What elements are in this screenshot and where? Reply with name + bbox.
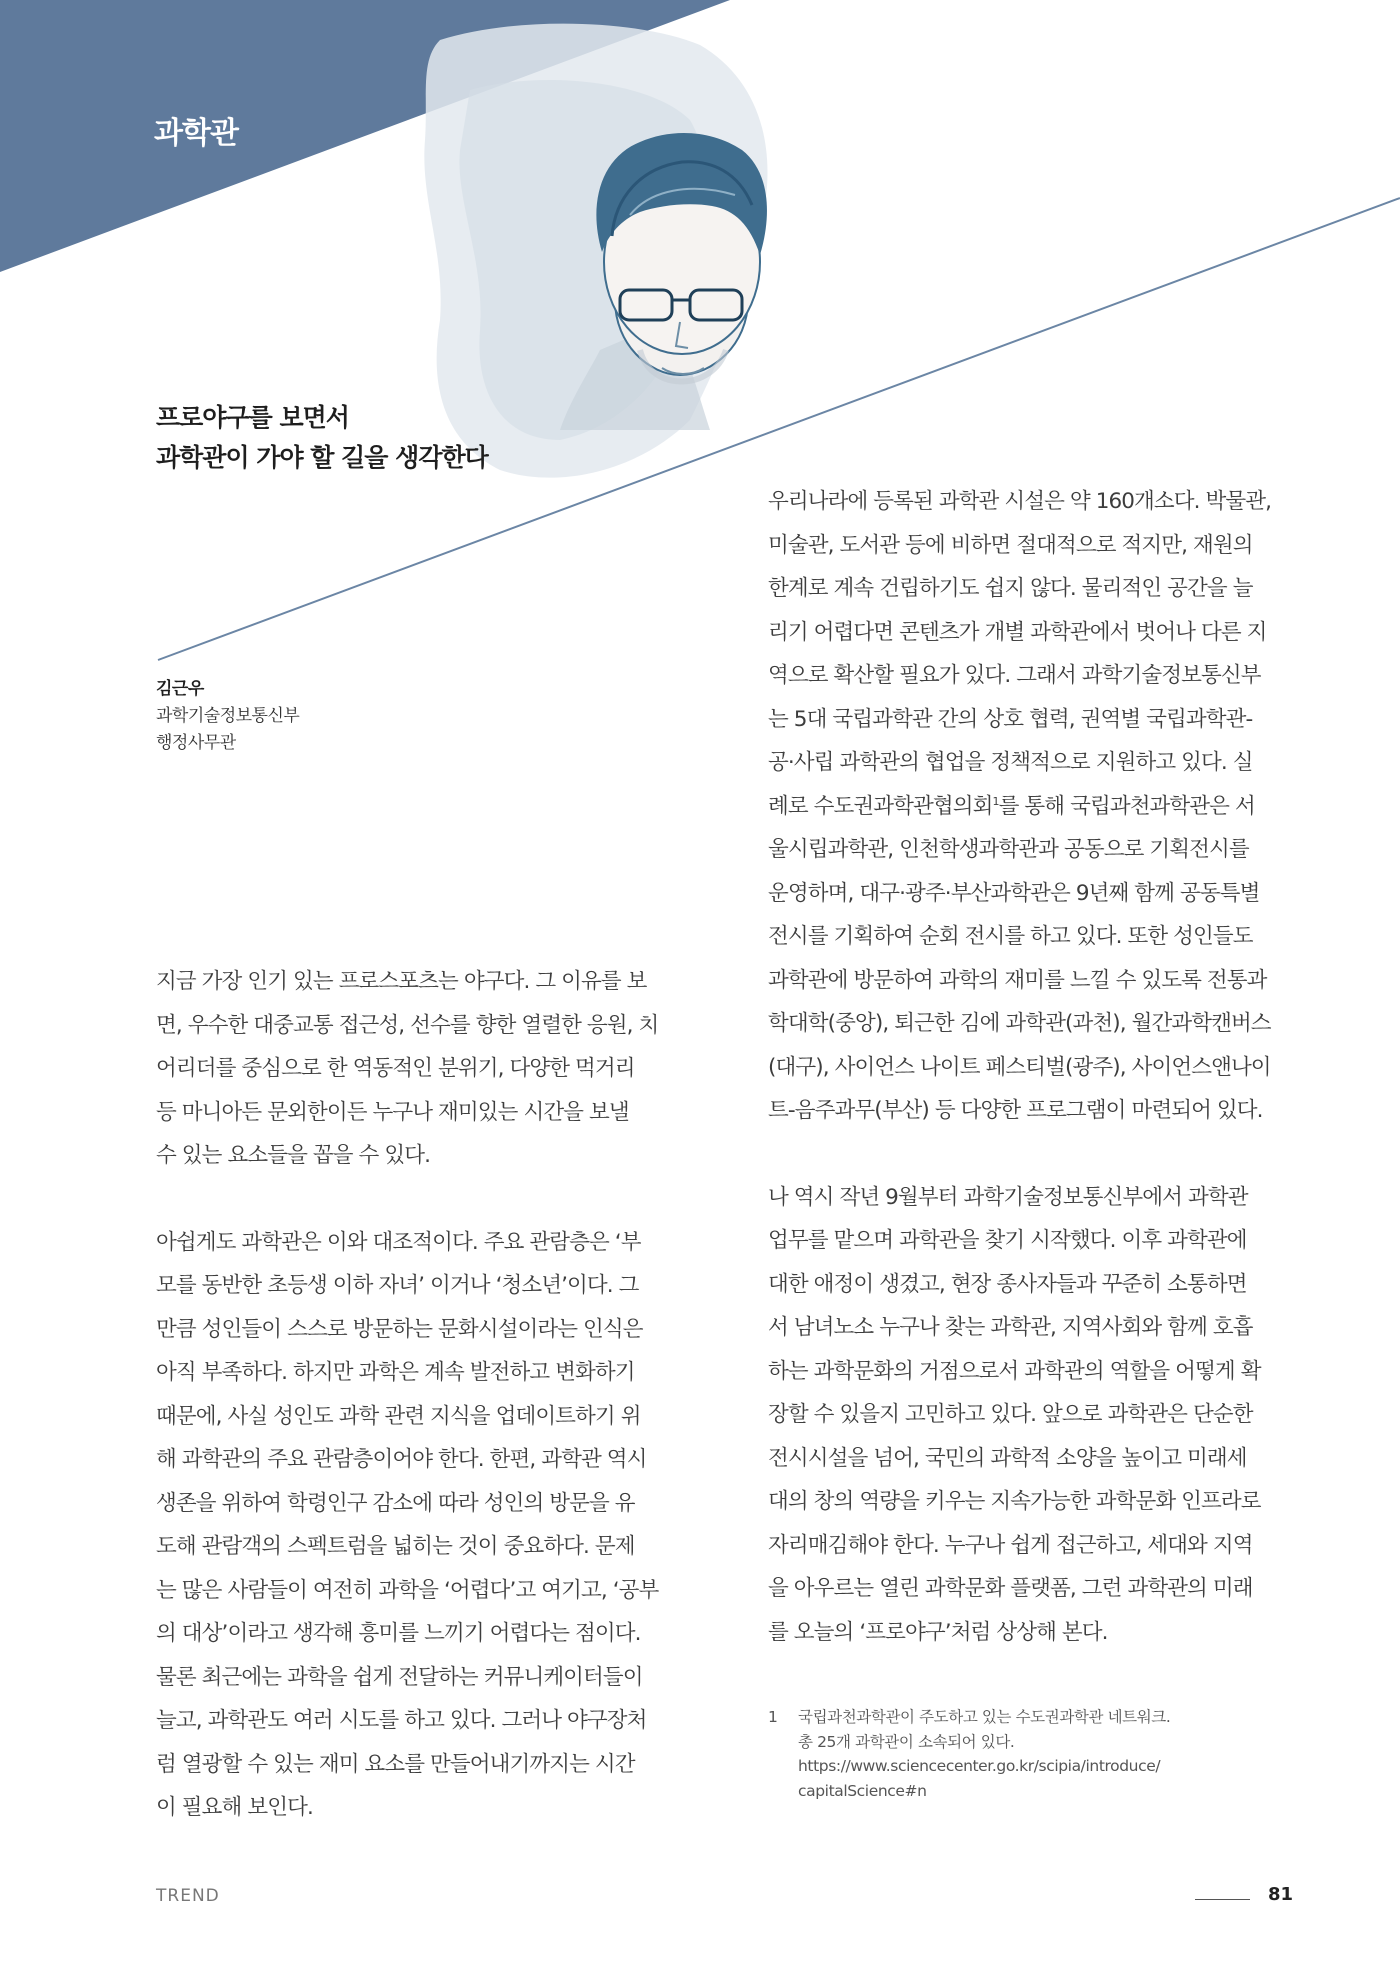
body-line: 을 아우르는 열린 과학문화 플랫폼, 그런 과학관의 미래 bbox=[768, 1576, 1253, 1601]
body-line: 전시를 기획하여 순회 전시를 하고 있다. 또한 성인들도 bbox=[768, 924, 1253, 949]
article-title bbox=[156, 398, 488, 478]
title-line: 과학관이 가야 할 길을 생각한다 bbox=[156, 443, 488, 472]
body-line: 도해 관람객의 스펙트럼을 넓히는 것이 중요하다. 문제 bbox=[156, 1534, 635, 1559]
body-line: 업무를 맡으며 과학관을 찾기 시작했다. 이후 과학관에 bbox=[768, 1228, 1247, 1253]
body-text: 례로 수도권과학관협의회 bbox=[768, 793, 993, 819]
body-line: 는 많은 사람들이 여전히 과학을 ‘어렵다’고 여기고, ‘공부 bbox=[156, 1577, 659, 1603]
body-line: 나 역시 작년 9월부터 과학기술정보통신부에서 과학관 bbox=[768, 1184, 1248, 1210]
body-line: 지금 가장 인기 있는 프로스포츠는 야구다. 그 이유를 보 bbox=[156, 969, 647, 994]
body-line: 물론 최근에는 과학을 쉽게 전달하는 커뮤니케이터들이 bbox=[156, 1664, 643, 1690]
body-text: 를 통해 국립과천과학관은 서 bbox=[998, 793, 1255, 819]
body-line: 과학관에 방문하여 과학의 재미를 느낄 수 있도록 전통과 bbox=[768, 967, 1267, 993]
footnote-link[interactable]: capitalScience#n bbox=[798, 1781, 927, 1800]
body-line: 한계로 계속 건립하기도 쉽지 않다. 물리적인 공간을 늘 bbox=[768, 576, 1253, 601]
footer-section-label: TREND bbox=[156, 1886, 220, 1906]
body-line: 울시립과학관, 인천학생과학관과 공동으로 기획전시를 bbox=[768, 837, 1249, 862]
author-name: 김근우 bbox=[156, 679, 204, 699]
body-line: 하는 과학문화의 거점으로서 과학관의 역할을 어떻게 확 bbox=[768, 1358, 1261, 1384]
footnote-body bbox=[798, 1705, 1288, 1803]
body-paragraph bbox=[156, 1221, 696, 1830]
footer-rule bbox=[1195, 1899, 1250, 1900]
body-paragraph bbox=[768, 480, 1308, 1133]
body-line: 어리더를 중심으로 한 역동적인 분위기, 다양한 먹거리 bbox=[156, 1056, 635, 1081]
title-line: 프로야구를 보면서 bbox=[156, 403, 349, 432]
body-line: 우리나라에 등록된 과학관 시설은 약 160개소다. 박물관, bbox=[768, 489, 1272, 514]
body-line: 아직 부족하다. 하지만 과학은 계속 발전하고 변화하기 bbox=[156, 1360, 635, 1385]
author-byline bbox=[156, 676, 299, 757]
body-line: 만큼 성인들이 스스로 방문하는 문화시설이라는 인식은 bbox=[156, 1316, 643, 1342]
section-label: 과학관 bbox=[154, 116, 238, 151]
footnote-number: 1 bbox=[768, 1708, 778, 1726]
body-line-with-reference bbox=[768, 785, 1308, 829]
body-line: 역으로 확산할 필요가 있다. 그래서 과학기술정보통신부 bbox=[768, 663, 1261, 688]
body-line: 의 대상’이라고 생각해 흥미를 느끼기 어렵다는 점이다. bbox=[156, 1621, 641, 1646]
body-line: 대한 애정이 생겼고, 현장 종사자들과 꾸준히 소통하면 bbox=[768, 1271, 1247, 1297]
body-line: 서 남녀노소 누구나 찾는 과학관, 지역사회와 함께 호흡 bbox=[768, 1315, 1253, 1340]
body-line: 아쉽게도 과학관은 이와 대조적이다. 주요 관람층은 ‘부 bbox=[156, 1229, 641, 1255]
body-paragraph bbox=[156, 960, 696, 1178]
body-line: 등 마니아든 문외한이든 누구나 재미있는 시간을 보낼 bbox=[156, 1099, 629, 1125]
body-line: 리기 어렵다면 콘텐츠가 개별 과학관에서 벗어나 다른 지 bbox=[768, 619, 1267, 645]
author-department: 과학기술정보통신부 bbox=[156, 706, 300, 726]
body-line: 이 필요해 보인다. bbox=[156, 1795, 313, 1820]
body-column-right bbox=[768, 480, 1308, 1654]
author-position: 행정사무관 bbox=[156, 733, 236, 753]
body-column-left bbox=[156, 960, 696, 1830]
body-line: (대구), 사이언스 나이트 페스티벌(광주), 사이언스앤나이 bbox=[768, 1054, 1271, 1080]
body-line: 자리매김해야 한다. 누구나 쉽게 접근하고, 세대와 지역 bbox=[768, 1532, 1253, 1558]
body-line: 때문에, 사실 성인도 과학 관련 지식을 업데이트하기 위 bbox=[156, 1403, 641, 1429]
footnote-link[interactable]: https://www.sciencecenter.go.kr/scipia/introduce/ bbox=[798, 1757, 1161, 1775]
body-line: 는 5대 국립과학관 간의 상호 협력, 권역별 국립과학관- bbox=[768, 706, 1253, 732]
body-line: 학대학(중앙), 퇴근한 김에 과학관(과천), 월간과학캔버스 bbox=[768, 1011, 1271, 1036]
body-line: 트-음주과무(부산) 등 다양한 프로그램이 마련되어 있다. bbox=[768, 1098, 1263, 1123]
footnote-line: 총 25개 과학관이 소속되어 있다. bbox=[798, 1732, 1015, 1751]
body-line: 해 과학관의 주요 관람층이어야 한다. 한편, 과학관 역시 bbox=[156, 1447, 647, 1472]
body-line: 미술관, 도서관 등에 비하면 절대적으로 적지만, 재원의 bbox=[768, 532, 1253, 558]
body-line: 대의 창의 역량을 키우는 지속가능한 과학문화 인프라로 bbox=[768, 1489, 1261, 1514]
body-line: 장할 수 있을지 고민하고 있다. 앞으로 과학관은 단순한 bbox=[768, 1402, 1253, 1427]
body-line: 전시시설을 넘어, 국민의 과학적 소양을 높이고 미래세 bbox=[768, 1445, 1247, 1471]
body-line: 면, 우수한 대중교통 접근성, 선수를 향한 열렬한 응원, 치 bbox=[156, 1012, 659, 1038]
body-line: 공·사립 과학관의 협업을 정책적으로 지원하고 있다. 실 bbox=[768, 750, 1253, 775]
body-line: 럼 열광할 수 있는 재미 요소를 만들어내기까지는 시간 bbox=[156, 1751, 635, 1777]
body-paragraph bbox=[768, 1176, 1308, 1655]
body-line: 를 오늘의 ‘프로야구’처럼 상상해 본다. bbox=[768, 1619, 1108, 1645]
body-line: 모를 동반한 초등생 이하 자녀’ 이거나 ‘청소년’이다. 그 bbox=[156, 1273, 639, 1298]
body-line: 수 있는 요소들을 꼽을 수 있다. bbox=[156, 1143, 431, 1168]
body-line: 운영하며, 대구·광주·부산과학관은 9년째 함께 공동특별 bbox=[768, 880, 1260, 906]
footnote bbox=[768, 1705, 1288, 1803]
footnote-ref-1[interactable]: 1 bbox=[992, 794, 999, 808]
body-line: 늘고, 과학관도 여러 시도를 하고 있다. 그러나 야구장처 bbox=[156, 1708, 647, 1733]
page-number: 81 bbox=[1268, 1884, 1294, 1905]
body-line: 생존을 위하여 학령인구 감소에 따라 성인의 방문을 유 bbox=[156, 1490, 635, 1516]
footnote-line: 국립과천과학관이 주도하고 있는 수도권과학관 네트워크. bbox=[798, 1708, 1171, 1726]
